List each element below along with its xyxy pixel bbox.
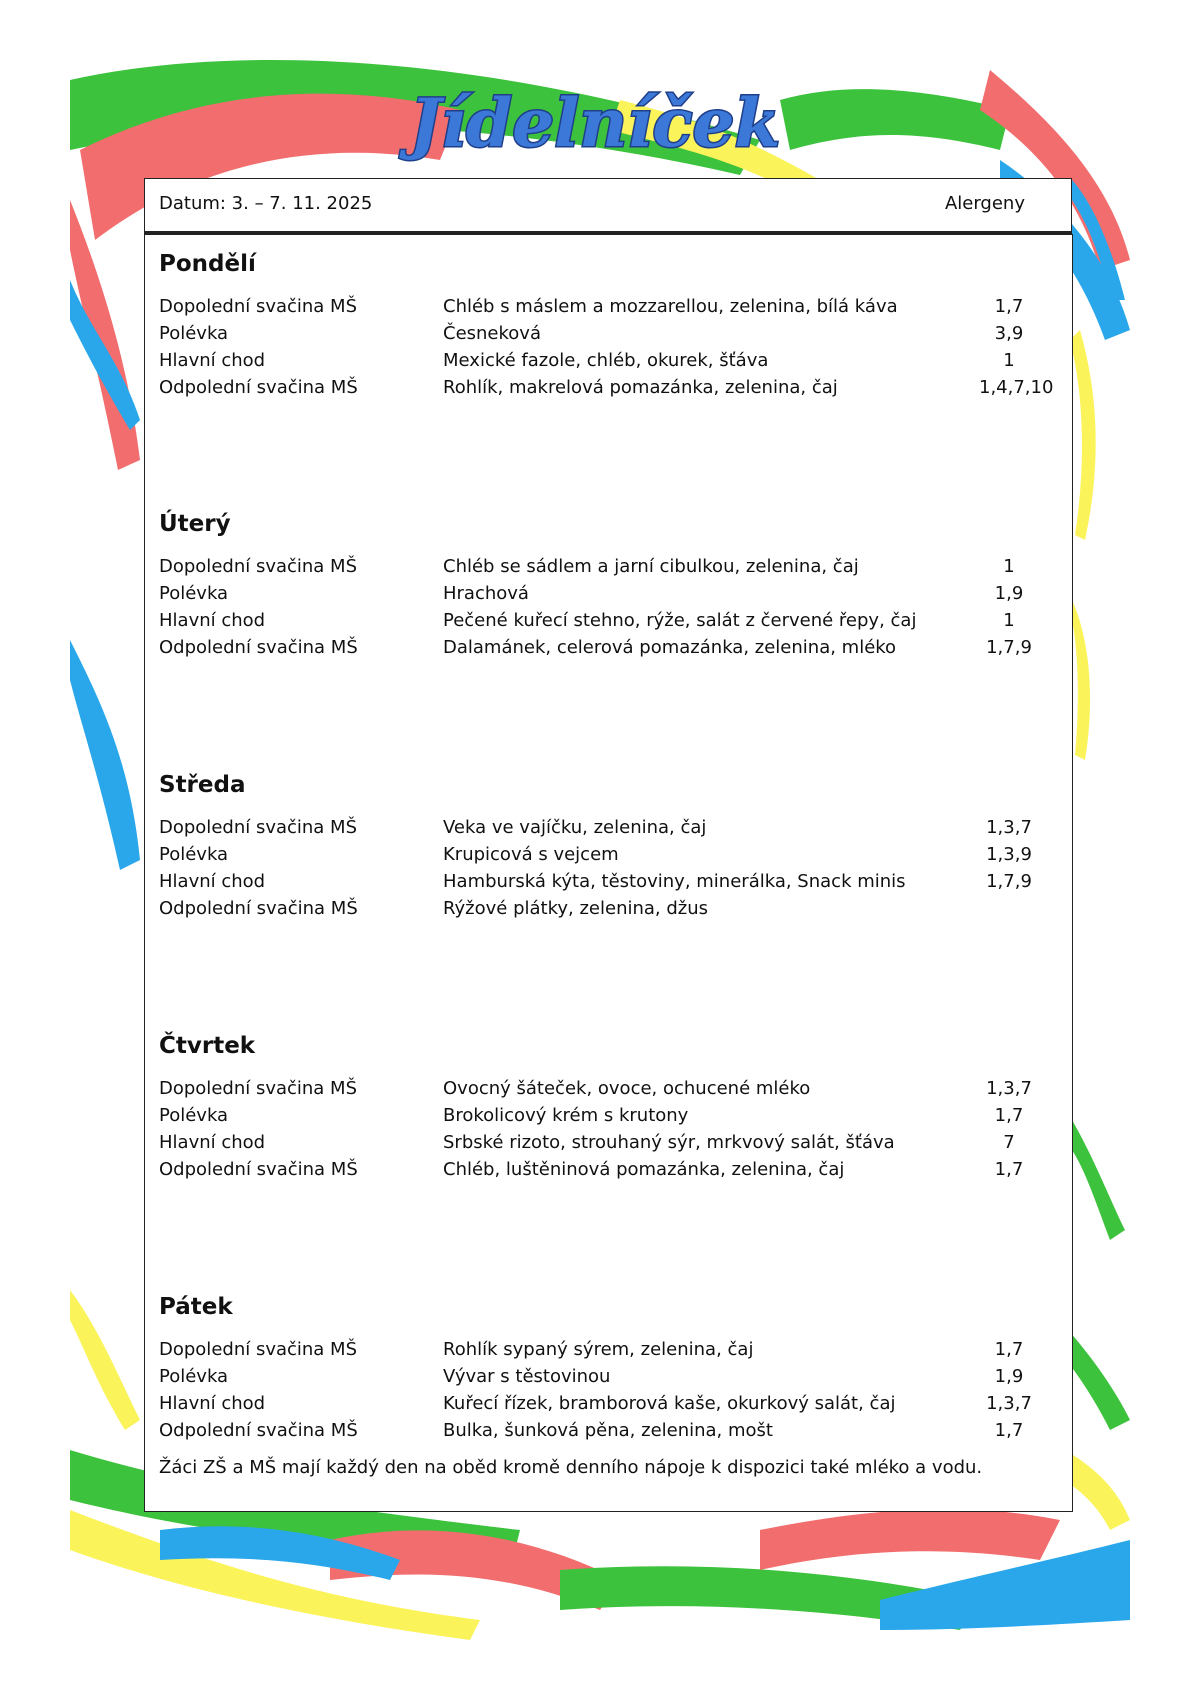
meal-type: Dopolední svačina MŠ — [159, 296, 358, 317]
dish: Brokolicový krém s krutony — [443, 1105, 689, 1126]
menu-row — [159, 868, 1059, 895]
dish: Ovocný šáteček, ovoce, ochucené mléko — [443, 1078, 811, 1099]
meal-type: Dopolední svačina MŠ — [159, 1339, 358, 1360]
meal-type: Odpolední svačina MŠ — [159, 1420, 358, 1441]
menu-box — [144, 234, 1073, 1512]
footer-note: Žáci ZŠ a MŠ mají každý den na oběd kromě denního nápoje k dispozici také mléko a vodu. — [159, 1457, 983, 1478]
dish: Vývar s těstovinou — [443, 1366, 611, 1387]
allergens: 7 — [1003, 1132, 1015, 1153]
menu-row — [159, 634, 1059, 661]
allergens: 1 — [1003, 610, 1015, 631]
dish: Chléb se sádlem a jarní cibulkou, zelenina, čaj — [443, 556, 859, 577]
menu-row — [159, 1102, 1059, 1129]
allergens: 3,9 — [994, 323, 1024, 344]
meal-type: Hlavní chod — [159, 610, 266, 631]
menu-row — [159, 553, 1059, 580]
meal-type: Hlavní chod — [159, 1393, 266, 1414]
menu-row — [159, 1336, 1059, 1363]
meal-type: Polévka — [159, 1105, 229, 1126]
dish: Mexické fazole, chléb, okurek, šťáva — [443, 350, 769, 371]
dish: Rohlík sypaný sýrem, zelenina, čaj — [443, 1339, 754, 1360]
dish: Dalamánek, celerová pomazánka, zelenina, mléko — [443, 637, 897, 658]
allergens: 1,4,7,10 — [979, 377, 1054, 398]
allergens-column-label: Alergeny — [944, 193, 1025, 214]
menu-row — [159, 374, 1059, 401]
header-box — [144, 178, 1072, 232]
day-name: Úterý — [159, 511, 231, 537]
dish: Srbské rizoto, strouhaný sýr, mrkvový salát, šťáva — [443, 1132, 895, 1153]
meal-type: Odpolední svačina MŠ — [159, 1159, 358, 1180]
day-section-tuesday — [159, 509, 1059, 661]
menu-row — [159, 293, 1059, 320]
meal-type: Odpolední svačina MŠ — [159, 637, 358, 658]
menu-row — [159, 607, 1059, 634]
menu-row — [159, 1390, 1059, 1417]
dish: Kuřecí řízek, bramborová kaše, okurkový salát, čaj — [443, 1393, 896, 1414]
day-section-monday — [159, 249, 1059, 401]
day-name: Čtvrtek — [159, 1033, 256, 1059]
menu-row — [159, 1417, 1059, 1444]
menu-title — [0, 84, 1191, 164]
date-range: Datum: 3. – 7. 11. 2025 — [159, 193, 373, 214]
day-name: Pátek — [159, 1294, 233, 1320]
meal-type: Dopolední svačina MŠ — [159, 1078, 358, 1099]
menu-row — [159, 347, 1059, 374]
menu-row — [159, 1156, 1059, 1183]
meal-type: Dopolední svačina MŠ — [159, 556, 358, 577]
meal-type: Odpolední svačina MŠ — [159, 377, 358, 398]
day-name: Pondělí — [159, 251, 256, 277]
dish: Rýžové plátky, zelenina, džus — [443, 898, 709, 919]
dish: Pečené kuřecí stehno, rýže, salát z červené řepy, čaj — [443, 610, 917, 631]
allergens: 1,7,9 — [986, 871, 1032, 892]
dish: Bulka, šunková pěna, zelenina, mošt — [443, 1420, 773, 1441]
dish: Hamburská kýta, těstoviny, minerálka, Snack minis — [443, 871, 906, 892]
title-text: Jídelníček — [409, 84, 781, 162]
meal-type: Hlavní chod — [159, 1132, 266, 1153]
allergens: 1,7,9 — [986, 637, 1032, 658]
meal-type: Polévka — [159, 583, 229, 604]
allergens: 1,7 — [994, 1159, 1024, 1180]
allergens: 1 — [1003, 556, 1015, 577]
meal-type: Hlavní chod — [159, 871, 266, 892]
menu-row — [159, 1129, 1059, 1156]
allergens: 1,7 — [994, 1105, 1024, 1126]
meal-type: Hlavní chod — [159, 350, 266, 371]
menu-row — [159, 841, 1059, 868]
allergens: 1,3,7 — [986, 817, 1032, 838]
meal-type: Polévka — [159, 323, 229, 344]
allergens: 1,3,9 — [986, 844, 1032, 865]
menu-row — [159, 580, 1059, 607]
dish: Krupicová s vejcem — [443, 844, 619, 865]
day-name: Středa — [159, 772, 246, 798]
dish: Chléb s máslem a mozzarellou, zelenina, bílá káva — [443, 296, 898, 317]
menu-row — [159, 895, 1059, 922]
menu-row — [159, 1363, 1059, 1390]
allergens: 1,9 — [994, 1366, 1024, 1387]
allergens: 1,7 — [994, 1420, 1024, 1441]
meal-type: Odpolední svačina MŠ — [159, 898, 358, 919]
menu-row — [159, 814, 1059, 841]
allergens: 1,7 — [994, 1339, 1024, 1360]
day-section-thursday — [159, 1031, 1059, 1183]
meal-type: Polévka — [159, 1366, 229, 1387]
day-section-wednesday — [159, 770, 1059, 922]
dish: Hrachová — [443, 583, 529, 604]
menu-row — [159, 1075, 1059, 1102]
meal-type: Dopolední svačina MŠ — [159, 817, 358, 838]
dish: Chléb, luštěninová pomazánka, zelenina, čaj — [443, 1159, 845, 1180]
day-section-friday — [159, 1292, 1059, 1444]
dish: Česneková — [443, 323, 541, 344]
meal-type: Polévka — [159, 844, 229, 865]
allergens: 1,3,7 — [986, 1078, 1032, 1099]
allergens: 1,7 — [994, 296, 1024, 317]
allergens: 1,9 — [994, 583, 1024, 604]
dish: Veka ve vajíčku, zelenina, čaj — [443, 817, 707, 838]
allergens: 1,3,7 — [986, 1393, 1032, 1414]
menu-row — [159, 320, 1059, 347]
allergens: 1 — [1003, 350, 1015, 371]
dish: Rohlík, makrelová pomazánka, zelenina, čaj — [443, 377, 838, 398]
